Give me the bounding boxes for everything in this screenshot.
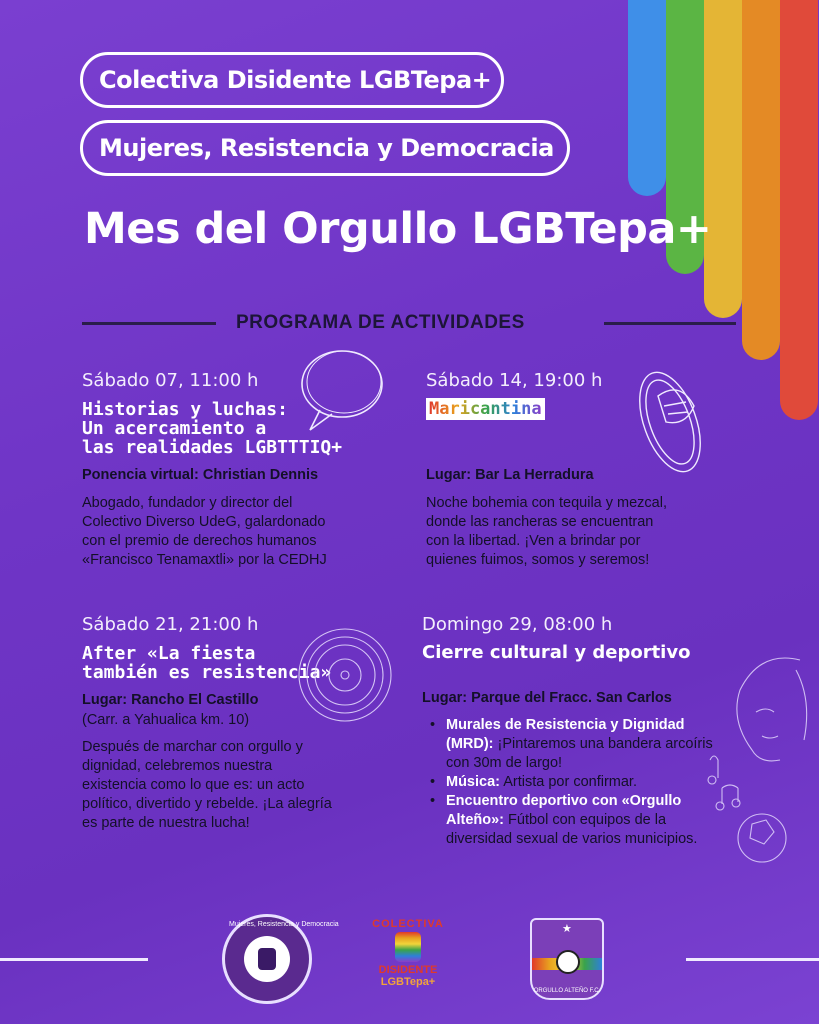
orgullo-alteno-fc-logo: ★ ORGULLO ALTEÑO F.C. [530,918,604,1000]
event-title: Cierre cultural y deportivo [422,642,691,663]
section-divider-right [604,322,736,325]
speech-bubble-icon [292,344,388,434]
list-item: • Encuentro deportivo con «Orgullo Alteño»: Fútbol con equipos de la diversidad sexual de varios municipios. [426,792,736,849]
org-pill-colectiva-label: Colectiva Disidente LGBTepa+ [99,66,492,94]
event-date: Sábado 14, 19:00 h [426,370,603,391]
maricantina-logo: Maricantina [426,398,545,420]
page-title: Mes del Orgullo LGBTepa+ [84,204,712,254]
section-divider-left [82,322,216,325]
event-location-detail: (Carr. a Yahualica km. 10) [82,712,250,728]
stripe-orange [742,0,780,360]
event-date: Sábado 21, 21:00 h [82,614,259,635]
event-description: Después de marchar con orgullo y dignidad, celebremos nuestra existencia como lo que es: un acto político, divertido y rebelde. ¡La alegría es parte de nuestra lucha! [82,739,332,831]
event-description: Abogado, fundador y director del Colectivo Diverso UdeG, galardonado con el premio de derechos humanos «Francisco Tenamaxtli» por la CEDHJ [82,495,327,568]
stripe-red [780,0,818,420]
event-location: Lugar: Rancho El Castillo [82,692,259,708]
event-title: After «La fiesta también es resistencia» [82,643,332,683]
mujeres-resistencia-logo: Mujeres, Resistencia y Democracia [222,914,312,1004]
event-bullet-list [426,716,736,849]
fist-icon [244,936,290,982]
stripe-yellow [704,0,742,318]
stripe-blue [628,0,666,196]
vinyl-record-icon [296,626,394,724]
list-item: • Murales de Resistencia y Dignidad (MRD): ¡Pintaremos una bandera arcoíris con 30m de largo! [426,716,736,773]
soccer-ball-icon [556,950,580,974]
event-location: Lugar: Parque del Fracc. San Carlos [422,690,672,706]
star-icon: ★ [562,923,572,935]
sombrero-icon [628,366,712,478]
event-date: Sábado 07, 11:00 h [82,370,259,391]
event-description: Noche bohemia con tequila y mezcal, donde las rancheras se encuentran con la libertad. ¡Ven a brindar por quienes fuimos, somos y seremos! [426,495,667,568]
org-pill-colectiva [80,52,504,108]
rainbow-fist-icon [395,932,421,962]
event-location: Ponencia virtual: Christian Dennis [82,467,319,483]
event-date: Domingo 29, 08:00 h [422,614,613,635]
list-item: • Música: Artista por confirmar. [426,773,736,792]
footer-line-right [686,958,819,961]
event-title: Historias y luchas: Un acercamiento a las realidades LGBTTTIQ+ [82,399,343,458]
section-title: PROGRAMA DE ACTIVIDADES [236,312,525,333]
footer-line-left [0,958,148,961]
org-pill-mujeres [80,120,570,176]
org-pill-mujeres-label: Mujeres, Resistencia y Democracia [99,134,554,162]
event-location: Lugar: Bar La Herradura [426,467,594,483]
colectiva-disidente-logo: COLECTIVA DISIDENTE LGBTepa+ [372,918,444,988]
face-lineart-icon [700,640,816,870]
